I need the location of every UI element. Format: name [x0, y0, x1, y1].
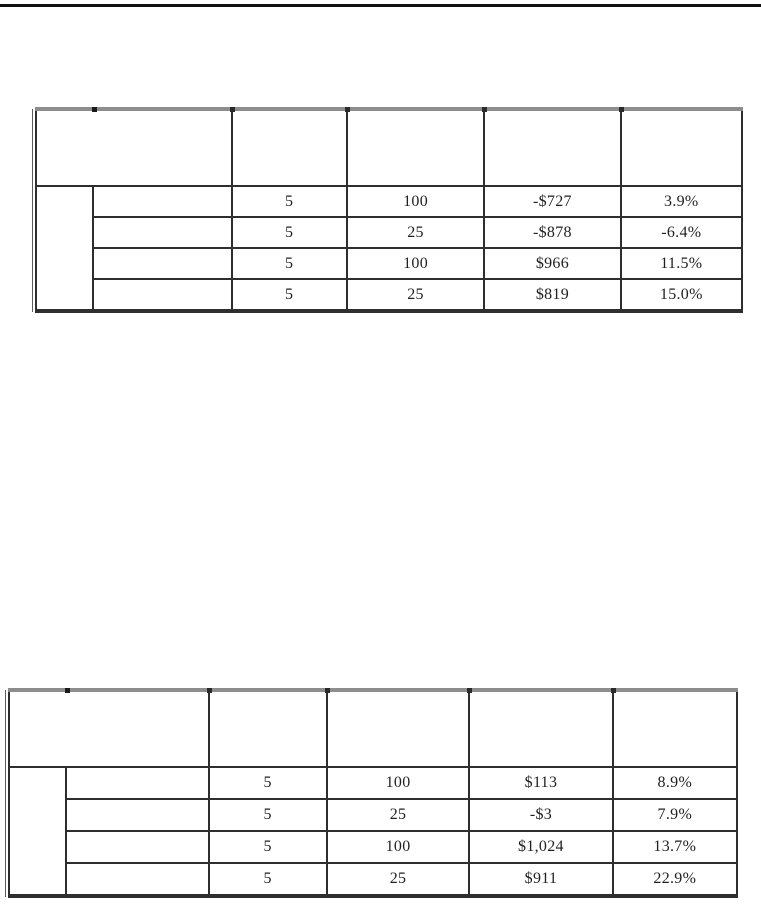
- table-cell: 5: [232, 186, 347, 217]
- header-row: [9, 690, 737, 767]
- header-cell: [36, 109, 232, 186]
- table-row: [36, 217, 742, 248]
- table-cell: 5: [209, 767, 327, 799]
- row-group-cell: [9, 767, 66, 895]
- table-cell: 15.0%: [621, 279, 742, 310]
- row-group-cell: [36, 186, 93, 310]
- table-row: [9, 863, 737, 895]
- table-row: [36, 248, 742, 279]
- header-cell: [232, 109, 347, 186]
- upper-results-table: [35, 107, 743, 313]
- header-cell: [613, 690, 737, 767]
- table-cell: 100: [347, 186, 484, 217]
- row-label-cell: [93, 279, 231, 310]
- table-cell: $113: [469, 767, 612, 799]
- header-cell: [209, 690, 327, 767]
- table-cell: 5: [232, 279, 347, 310]
- table-cell: 25: [327, 799, 469, 831]
- table-cell: 8.9%: [613, 767, 737, 799]
- lower-results-table: [8, 688, 738, 898]
- table-cell: -$3: [469, 799, 612, 831]
- table-cell: -6.4%: [621, 217, 742, 248]
- table-cell: 100: [327, 767, 469, 799]
- header-cell: [347, 109, 484, 186]
- header-cell: [9, 690, 209, 767]
- table-cell: 25: [327, 863, 469, 895]
- table-cell: -$878: [484, 217, 620, 248]
- table-cell: $819: [484, 279, 620, 310]
- table-cell: 25: [347, 217, 484, 248]
- table-cell: 7.9%: [613, 799, 737, 831]
- table-cell: -$727: [484, 186, 620, 217]
- row-label-cell: [93, 186, 231, 217]
- table-cell: 11.5%: [621, 248, 742, 279]
- header-cell: [484, 109, 620, 186]
- row-label-cell: [66, 831, 208, 863]
- table-row: [9, 799, 737, 831]
- top-horizontal-rule: [0, 4, 761, 7]
- table-cell: $1,024: [469, 831, 612, 863]
- table-cell: 25: [347, 279, 484, 310]
- table-cell: 3.9%: [621, 186, 742, 217]
- row-label-cell: [93, 248, 231, 279]
- table-cell: 5: [209, 799, 327, 831]
- table-row: [36, 186, 742, 217]
- table-cell: 100: [347, 248, 484, 279]
- row-label-cell: [66, 799, 208, 831]
- table-cell: 13.7%: [613, 831, 737, 863]
- table-cell: $966: [484, 248, 620, 279]
- row-label-cell: [93, 217, 231, 248]
- row-label-cell: [66, 863, 208, 895]
- table-row: [9, 767, 737, 799]
- table-cell: 22.9%: [613, 863, 737, 895]
- table-cell: 100: [327, 831, 469, 863]
- table-row: [36, 279, 742, 310]
- header-cell: [621, 109, 742, 186]
- row-label-cell: [66, 767, 208, 799]
- table-cell: 5: [209, 831, 327, 863]
- table-row: [9, 831, 737, 863]
- table-cell: 5: [232, 217, 347, 248]
- table-cell: 5: [209, 863, 327, 895]
- table-cell: 5: [232, 248, 347, 279]
- border-tick: [65, 688, 70, 693]
- header-cell: [327, 690, 469, 767]
- header-cell: [469, 690, 612, 767]
- header-row: [36, 109, 742, 186]
- table-cell: $911: [469, 863, 612, 895]
- border-tick: [92, 107, 97, 112]
